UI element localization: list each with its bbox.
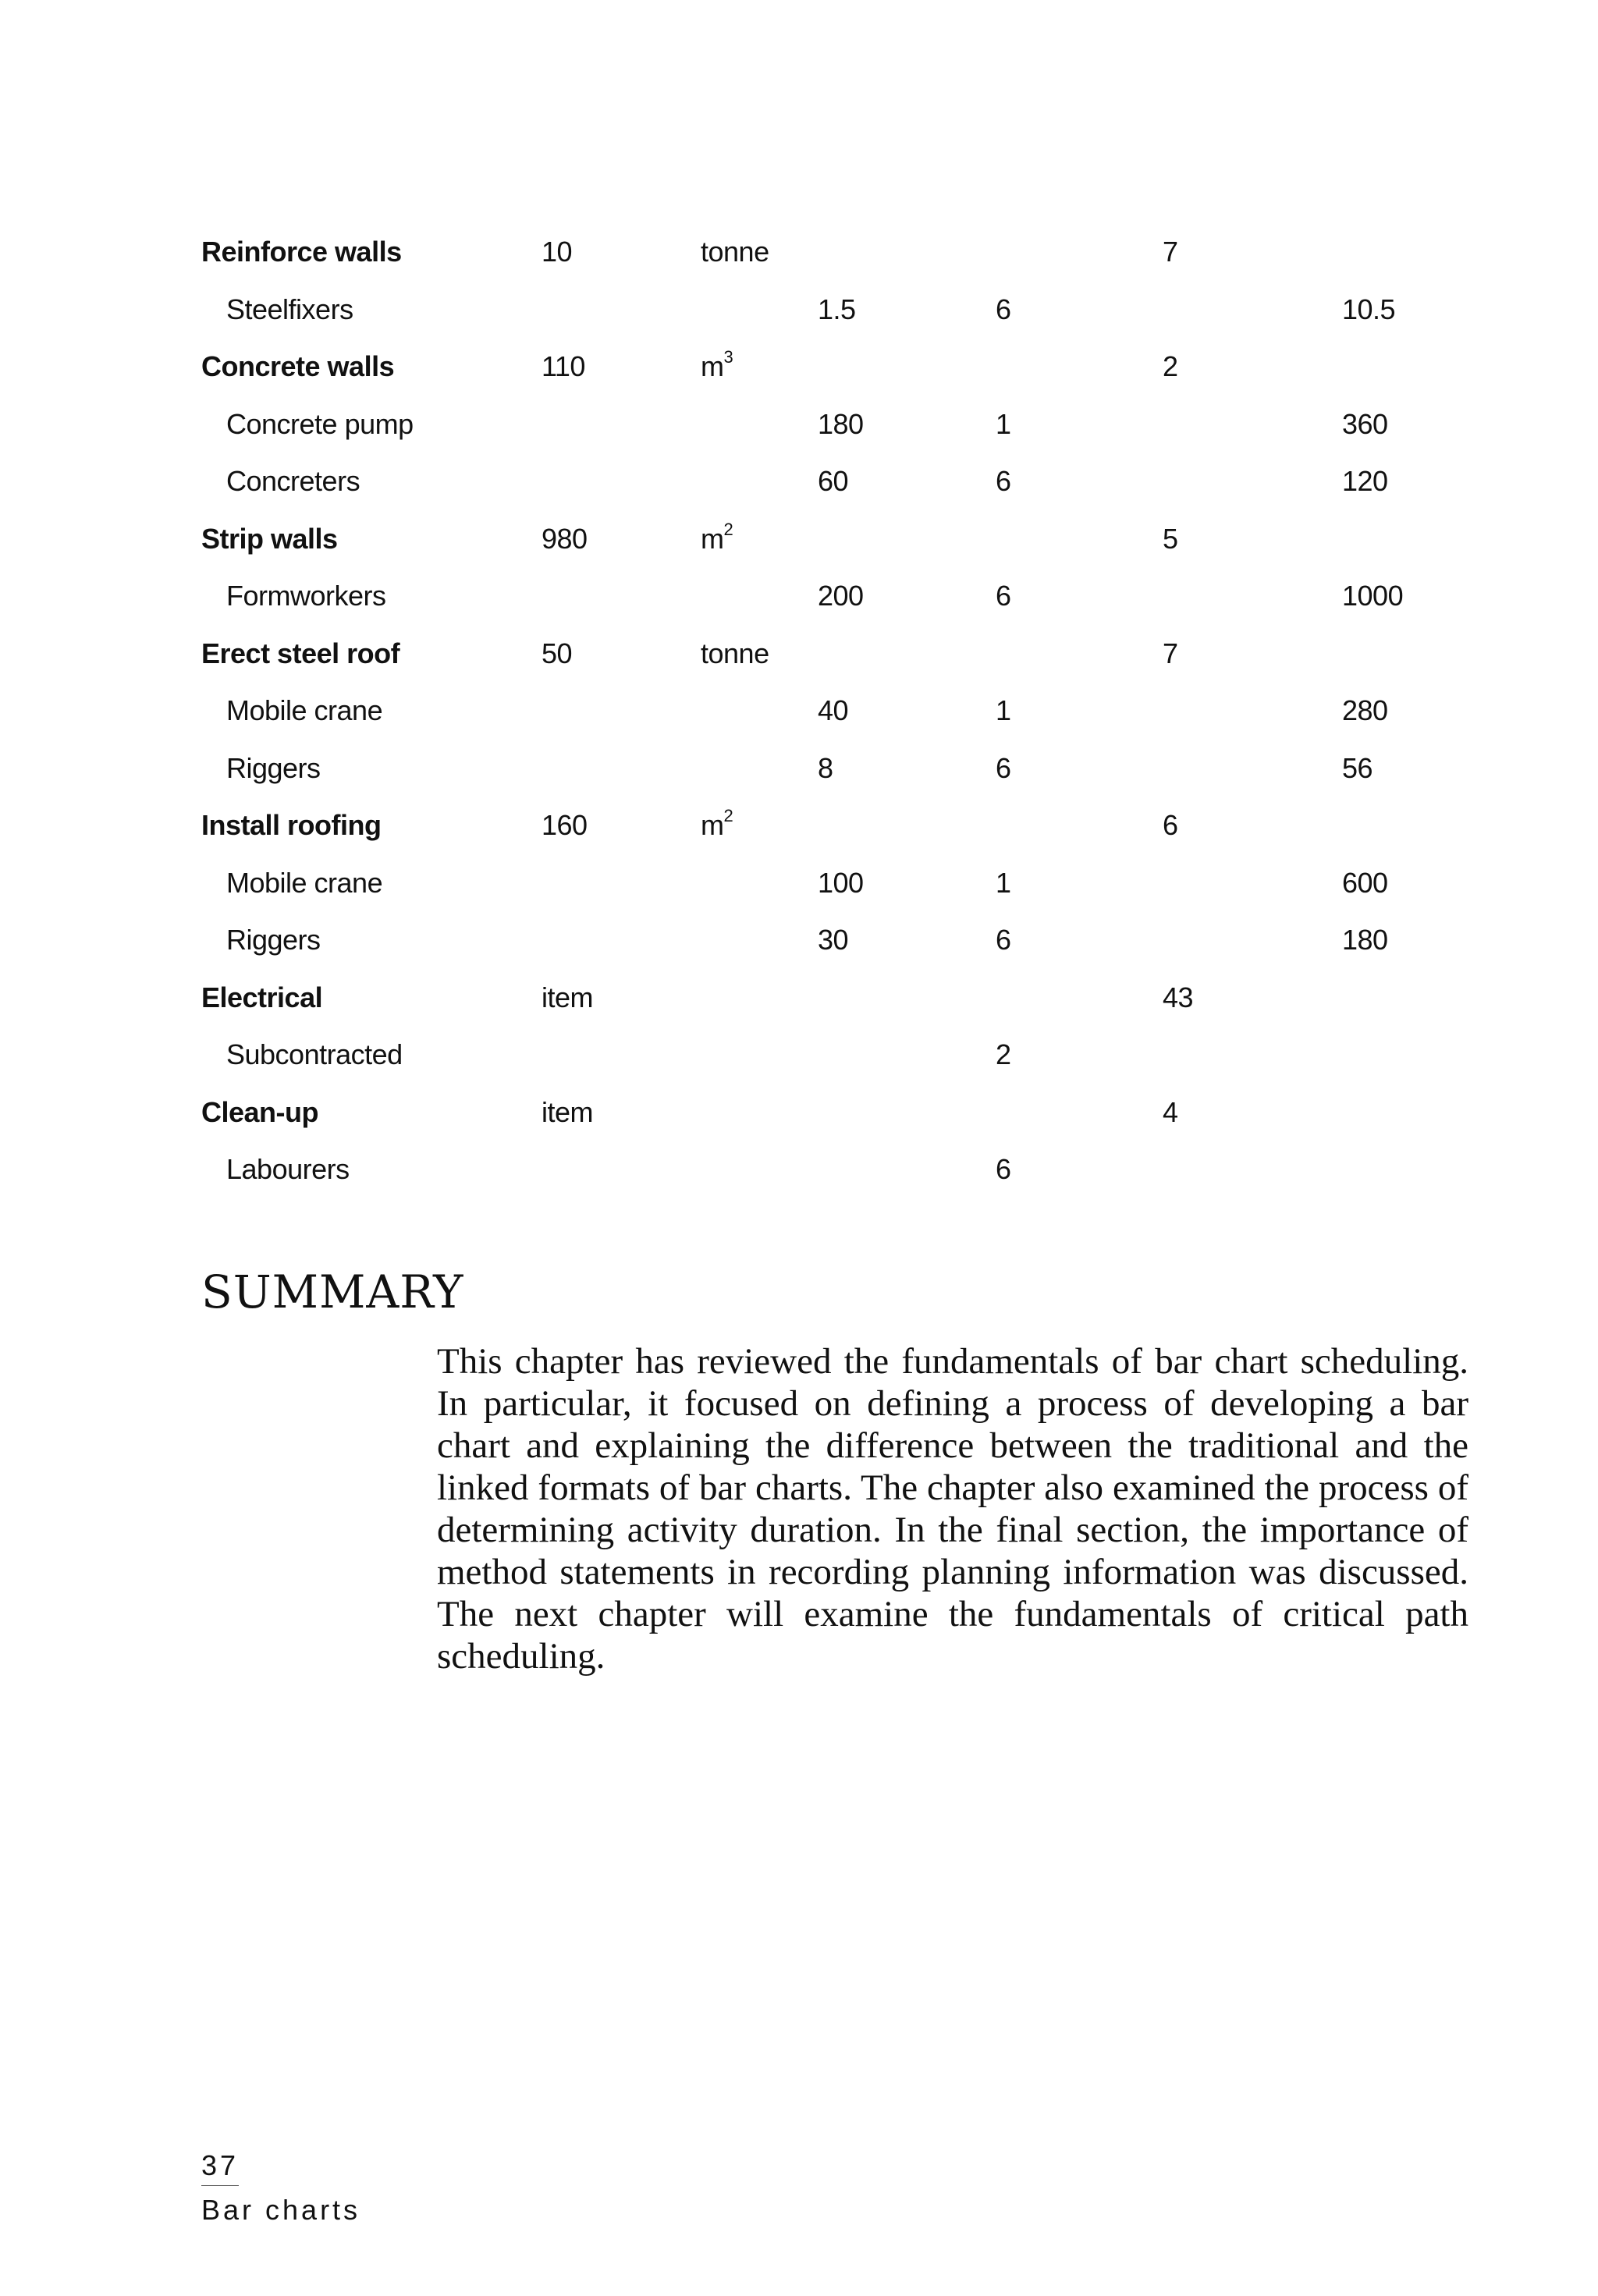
resource-row — [201, 465, 1419, 523]
activity-row — [201, 806, 1419, 867]
resource-count-cell: 6 — [996, 751, 1011, 784]
page-number: 37 — [201, 2149, 239, 2186]
output-cell: 180 — [818, 407, 864, 440]
quantity-cell: 110 — [542, 350, 585, 382]
activity-name: Strip walls — [201, 522, 338, 555]
duration-cell: 5 — [1163, 522, 1178, 555]
duration-cell: 7 — [1163, 236, 1178, 268]
quantity-cell: item — [542, 981, 594, 1013]
resource-count-cell: 2 — [996, 1038, 1011, 1070]
activity-name: Riggers — [226, 751, 321, 784]
resource-count-cell: 1 — [996, 694, 1011, 726]
output-cell: 100 — [818, 866, 864, 899]
unit-exponent: 2 — [723, 519, 733, 539]
activity-name: Labourers — [226, 1153, 350, 1185]
output-cell: 40 — [818, 694, 849, 726]
resource-row — [201, 1038, 1419, 1096]
hours-cell: 56 — [1342, 751, 1373, 784]
activity-name: Concrete pump — [226, 407, 414, 440]
activity-name: Formworkers — [226, 580, 386, 612]
unit-text: m — [701, 350, 724, 382]
activity-name: Subcontracted — [226, 1038, 403, 1070]
resource-row — [201, 293, 1419, 351]
hours-cell: 1000 — [1342, 580, 1404, 612]
activity-name: Riggers — [226, 924, 321, 956]
resource-row — [201, 924, 1419, 981]
unit-text: m — [701, 809, 724, 841]
resource-schedule-table — [201, 236, 1419, 1211]
duration-cell: 43 — [1163, 981, 1194, 1013]
duration-cell: 4 — [1163, 1095, 1178, 1128]
quantity-cell: 160 — [542, 809, 588, 841]
output-cell: 60 — [818, 465, 849, 497]
unit-text: tonne — [701, 637, 769, 669]
unit-cell — [701, 637, 769, 670]
hours-cell: 10.5 — [1342, 293, 1396, 325]
activity-name: Electrical — [201, 981, 323, 1013]
unit-cell — [701, 806, 733, 842]
quantity-cell: 10 — [542, 236, 573, 268]
resource-count-cell: 6 — [996, 924, 1011, 956]
quantity-cell: 50 — [542, 637, 573, 669]
quantity-cell: 980 — [542, 522, 588, 555]
hours-cell: 280 — [1342, 694, 1388, 726]
resource-row — [201, 580, 1419, 637]
activity-row — [201, 637, 1419, 695]
resource-row — [201, 867, 1419, 924]
output-cell: 200 — [818, 580, 864, 612]
activity-name: Clean-up — [201, 1095, 319, 1128]
unit-text: tonne — [701, 236, 769, 268]
resource-row — [201, 1153, 1419, 1211]
activity-name: Install roofing — [201, 809, 382, 841]
hours-cell: 180 — [1342, 924, 1388, 956]
summary-paragraph: This chapter has reviewed the fundamentals of bar chart scheduling. In particular, it focused on defining a process of developing a bar chart and explaining the difference between the traditional and the linked formats of bar charts. The chapter also examined the process of determining activity duration. In the final section, the importance of method statements in recording planning information was discussed. The next chapter will examine the fundamentals of critical path scheduling. — [437, 1341, 1468, 1677]
output-cell: 30 — [818, 924, 849, 956]
unit-exponent: 3 — [723, 347, 733, 367]
activity-name: Erect steel roof — [201, 637, 400, 669]
activity-name: Concreters — [226, 465, 360, 497]
activity-row — [201, 1096, 1419, 1154]
activity-name: Reinforce walls — [201, 236, 402, 268]
unit-cell — [701, 519, 733, 555]
resource-count-cell: 6 — [996, 1153, 1011, 1185]
hours-cell: 360 — [1342, 407, 1388, 440]
hours-cell: 120 — [1342, 465, 1388, 497]
unit-cell — [701, 347, 733, 383]
duration-cell: 2 — [1163, 350, 1178, 382]
activity-row — [201, 981, 1419, 1039]
page-footer — [201, 2149, 360, 2227]
resource-count-cell: 6 — [996, 293, 1011, 325]
resource-row — [201, 752, 1419, 810]
resource-count-cell: 1 — [996, 866, 1011, 899]
output-cell: 1.5 — [818, 293, 856, 325]
activity-name: Mobile crane — [226, 694, 383, 726]
resource-row — [201, 408, 1419, 466]
hours-cell: 600 — [1342, 866, 1388, 899]
activity-row — [201, 347, 1419, 408]
duration-cell: 6 — [1163, 809, 1178, 841]
activity-name: Steelfixers — [226, 293, 353, 325]
running-title: Bar charts — [201, 2194, 361, 2226]
activity-name: Concrete walls — [201, 350, 395, 382]
quantity-cell: item — [542, 1095, 594, 1128]
activity-row — [201, 236, 1419, 293]
unit-text: m — [701, 522, 724, 555]
activity-row — [201, 519, 1419, 580]
resource-count-cell: 1 — [996, 407, 1011, 440]
resource-row — [201, 694, 1419, 752]
unit-exponent: 2 — [723, 806, 733, 825]
activity-name: Mobile crane — [226, 866, 383, 899]
unit-cell — [701, 236, 769, 268]
resource-count-cell: 6 — [996, 580, 1011, 612]
resource-count-cell: 6 — [996, 465, 1011, 497]
output-cell: 8 — [818, 751, 833, 784]
duration-cell: 7 — [1163, 637, 1178, 669]
summary-heading: SUMMARY — [201, 1265, 464, 1318]
